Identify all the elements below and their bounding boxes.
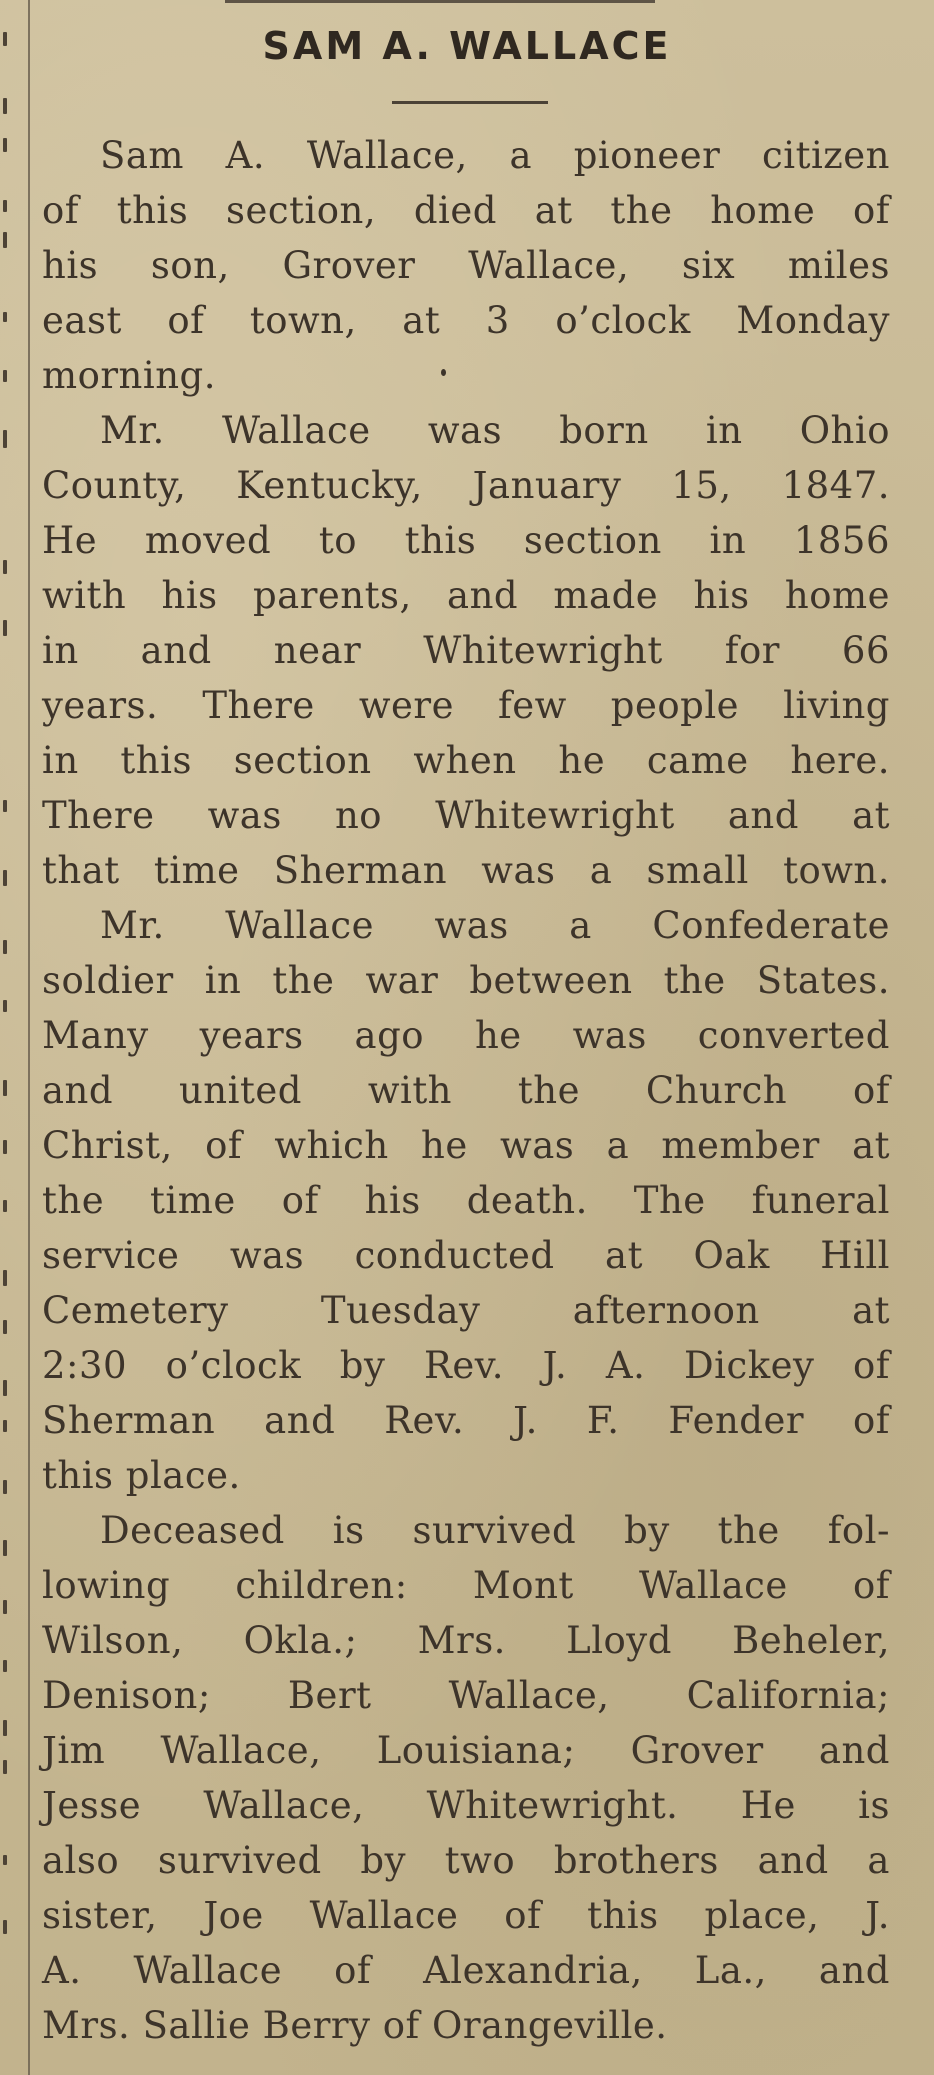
text-line: that time Sherman was a small town. <box>42 849 890 892</box>
text-line: Wilson, Okla.; Mrs. Lloyd Beheler, <box>42 1619 890 1662</box>
text-line: Sam A. Wallace, a pioneer citizen <box>100 134 890 177</box>
text-line: years. There were few people living <box>42 684 890 727</box>
paragraph <box>42 403 890 898</box>
text-line: lowing children: Mont Wallace of <box>42 1564 890 1607</box>
text-line: soldier in the war between the States. <box>42 959 890 1002</box>
text-line: 2:30 o’clock by Rev. J. A. Dickey of <box>42 1344 890 1387</box>
text-line: also survived by two brothers and a <box>42 1839 890 1882</box>
text-line: with his parents, and made his home <box>42 574 890 617</box>
text-line: in and near Whitewright for 66 <box>42 629 890 672</box>
text-line: Many years ago he was converted <box>42 1014 890 1057</box>
text-line: of this section, died at the home of <box>42 189 890 232</box>
text-line: Mr. Wallace was born in Ohio <box>100 409 890 452</box>
text-line: There was no Whitewright and at <box>42 794 890 837</box>
text-line: Jesse Wallace, Whitewright. He is <box>42 1784 890 1827</box>
text-line: He moved to this section in 1856 <box>42 519 890 562</box>
text-line: Deceased is survived by the fol- <box>100 1509 890 1552</box>
text-line: in this section when he came here. <box>42 739 890 782</box>
text-line: the time of his death. The funeral <box>42 1179 890 1222</box>
text-line: east of town, at 3 o’clock Monday <box>42 299 890 342</box>
text-line: sister, Joe Wallace of this place, J. <box>42 1894 890 1937</box>
text-line: service was conducted at Oak Hill <box>42 1234 890 1277</box>
text-line: Sherman and Rev. J. F. Fender of <box>42 1399 890 1442</box>
paragraph <box>42 128 890 403</box>
text-line: Jim Wallace, Louisiana; Grover and <box>42 1729 890 1772</box>
text-line: and united with the Church of <box>42 1069 890 1112</box>
article-body <box>42 128 890 2053</box>
paragraph <box>42 898 890 1503</box>
ink-speck <box>441 369 446 376</box>
text-line: his son, Grover Wallace, six miles <box>42 244 890 287</box>
text-line: this place. <box>42 1454 241 1497</box>
text-line: Mrs. Sallie Berry of Orangeville. <box>42 2004 668 2047</box>
text-line: Denison; Bert Wallace, California; <box>42 1674 890 1717</box>
top-rule <box>225 0 655 3</box>
text-line: County, Kentucky, January 15, 1847. <box>42 464 890 507</box>
text-line: A. Wallace of Alexandria, La., and <box>42 1949 890 1992</box>
adjacent-column-edge <box>0 0 14 2075</box>
article-headline: SAM A. WALLACE <box>262 24 672 68</box>
paragraph <box>42 1503 890 2053</box>
text-line: Mr. Wallace was a Confederate <box>100 904 890 947</box>
text-line: Christ, of which he was a member at <box>42 1124 890 1167</box>
headline-rule <box>392 101 548 104</box>
text-line: Cemetery Tuesday afternoon at <box>42 1289 890 1332</box>
text-line: morning. <box>42 354 216 397</box>
column-divider <box>28 0 30 2075</box>
